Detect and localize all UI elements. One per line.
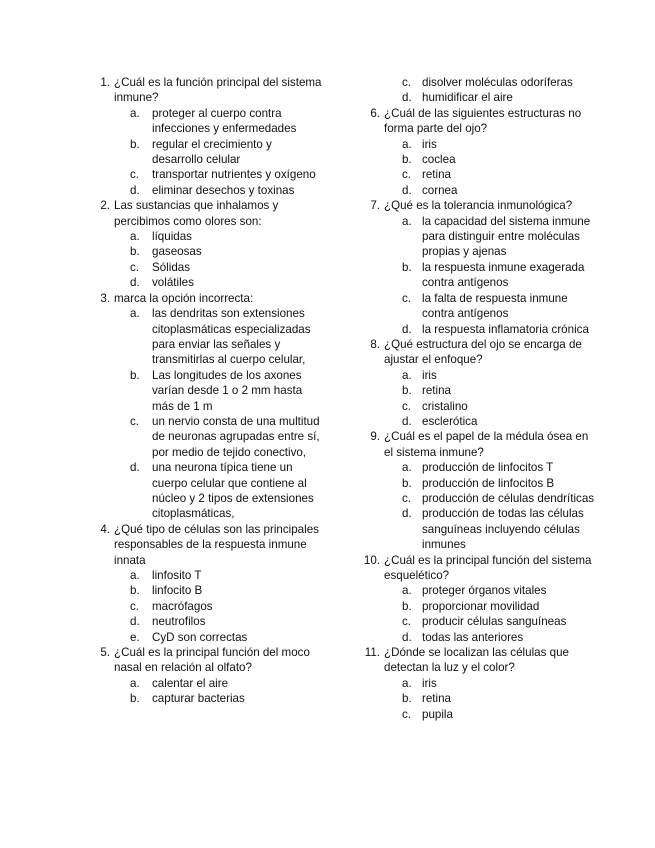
question-number: 1. xyxy=(100,76,110,89)
question-text: ¿Cuál es la principal función del sistema esquelético? xyxy=(384,553,592,582)
question-text: ¿Qué tipo de células son las principales responsables de la respuesta inmune innata xyxy=(114,522,319,567)
question-text: marca la opción incorrecta: xyxy=(114,291,254,305)
option-text: neutrofilos xyxy=(152,615,206,629)
option xyxy=(358,214,598,260)
option-label: b. xyxy=(130,368,140,382)
options-5-part2 xyxy=(358,75,598,106)
option-label: b. xyxy=(402,153,412,167)
option xyxy=(358,383,598,398)
option xyxy=(358,322,598,337)
option xyxy=(358,614,598,629)
option-text: una neurona típica tiene un cuerpo celular que contiene al núcleo y 2 tipos de extensiones citoplasmáticas, xyxy=(152,461,314,521)
option-label: d. xyxy=(402,183,412,197)
question-4 xyxy=(90,522,325,568)
option-label: b. xyxy=(402,384,412,398)
option-text: iris xyxy=(422,676,437,690)
option-label: b. xyxy=(402,476,412,490)
option xyxy=(358,506,598,552)
question-number: 5. xyxy=(100,646,110,660)
option-text: transportar nutrientes y oxígeno xyxy=(152,168,316,182)
option-text: la respuesta inflamatoria crónica xyxy=(422,322,589,336)
option xyxy=(358,583,598,598)
option-text: capturar bacterias xyxy=(152,692,245,706)
options-2 xyxy=(90,229,325,291)
option xyxy=(358,691,598,706)
question-number: 6. xyxy=(370,106,380,120)
option xyxy=(90,568,325,583)
question-number: 9. xyxy=(370,430,380,444)
option-label: b. xyxy=(402,599,412,613)
question-2 xyxy=(90,198,325,229)
option-text: la falta de respuesta inmune contra antígenos xyxy=(422,291,568,321)
option xyxy=(90,106,325,137)
option xyxy=(90,167,325,182)
option-label: c. xyxy=(402,168,412,182)
question-11 xyxy=(358,645,598,676)
option xyxy=(358,491,598,506)
option-label: a. xyxy=(130,106,140,120)
question-10 xyxy=(358,553,598,584)
option xyxy=(90,260,325,275)
option-text: linfosito T xyxy=(152,569,202,582)
question-text: ¿Cuál es la función principal del sistema inmune? xyxy=(114,76,322,105)
option-label: a. xyxy=(402,676,412,690)
question-text: Las sustancias que inhalamos y percibimos como olores son: xyxy=(114,199,279,228)
right-column xyxy=(358,75,598,722)
options-5-part1 xyxy=(90,676,325,707)
option-label: b. xyxy=(130,245,140,259)
option-label: c. xyxy=(402,707,412,721)
option-label: d. xyxy=(402,91,412,105)
option-label: e. xyxy=(130,630,140,644)
option-label: d. xyxy=(402,507,412,521)
question-1 xyxy=(90,75,325,106)
option xyxy=(358,707,598,722)
option xyxy=(358,152,598,167)
option-label: c. xyxy=(402,291,412,305)
option xyxy=(358,460,598,475)
option xyxy=(90,583,325,598)
option-text: calentar el aire xyxy=(152,676,229,690)
option-label: c. xyxy=(130,260,140,274)
option-label: d. xyxy=(130,461,140,475)
option-label: b. xyxy=(402,692,412,706)
option-text: líquidas xyxy=(152,230,192,244)
option xyxy=(90,137,325,168)
option-text: proteger órganos vitales xyxy=(422,584,547,598)
option xyxy=(358,183,598,198)
option-text: retina xyxy=(422,168,452,182)
option-text: gaseosas xyxy=(152,245,202,259)
option xyxy=(90,368,325,414)
option-label: b. xyxy=(130,137,140,151)
option-label: d. xyxy=(402,414,412,428)
question-text: ¿Qué estructura del ojo se encarga de ajustar el enfoque? xyxy=(384,337,582,367)
question-number: 3. xyxy=(100,291,110,305)
options-4 xyxy=(90,568,325,645)
option-text: retina xyxy=(422,384,452,398)
option xyxy=(90,275,325,290)
option xyxy=(358,167,598,182)
option xyxy=(90,244,325,259)
option xyxy=(90,183,325,198)
option-text: regular el crecimiento y desarrollo celular xyxy=(152,137,272,167)
question-9 xyxy=(358,429,598,460)
question-7 xyxy=(358,198,598,213)
question-3 xyxy=(90,291,325,306)
question-number: 10. xyxy=(363,553,380,567)
option xyxy=(358,260,598,291)
option-label: a. xyxy=(402,368,412,382)
question-number: 8. xyxy=(370,337,380,351)
option xyxy=(358,291,598,322)
option-label: a. xyxy=(402,137,412,151)
option-text: producción de células dendríticas xyxy=(422,491,595,505)
option xyxy=(90,691,325,706)
option-text: coclea xyxy=(422,153,456,167)
option xyxy=(90,460,325,522)
options-7 xyxy=(358,214,598,337)
option xyxy=(358,90,598,105)
option-label: b. xyxy=(130,584,140,598)
option-text: proporcionar movilidad xyxy=(422,599,540,613)
option-text: eliminar desechos y toxinas xyxy=(152,183,295,197)
option-text: producción de todas las células sanguíneas incluyendo células inmunes xyxy=(422,507,584,552)
question-5 xyxy=(90,645,325,676)
option-text: la respuesta inmune exagerada contra antígenos xyxy=(422,260,585,290)
question-number: 4. xyxy=(100,522,110,536)
option xyxy=(90,599,325,614)
option xyxy=(358,599,598,614)
option-label: a. xyxy=(130,230,140,244)
option-text: la capacidad del sistema inmune para distinguir entre moléculas propias y ajenas xyxy=(422,214,591,259)
option-text: un nervio consta de una multitud de neuronas agrupadas entre sí, por medio de tejido conectivo, xyxy=(152,414,320,459)
options-1 xyxy=(90,106,325,198)
option xyxy=(358,476,598,491)
option-text: cornea xyxy=(422,183,458,197)
option-label: c. xyxy=(402,399,412,413)
option-label: a. xyxy=(402,584,412,598)
question-text: ¿Cuál es el papel de la médula ósea en el sistema inmune? xyxy=(384,430,589,459)
option-label: c. xyxy=(130,168,140,182)
option-label: d. xyxy=(402,322,412,336)
option-text: cristalino xyxy=(422,399,468,413)
option-text: linfocito B xyxy=(152,584,203,598)
option-label: c. xyxy=(130,414,140,428)
option-text: iris xyxy=(422,137,437,151)
option-text: producción de linfocitos B xyxy=(422,476,555,490)
option-label: d. xyxy=(130,183,140,197)
question-text: ¿Qué es la tolerancia inmunológica? xyxy=(384,199,573,213)
options-3 xyxy=(90,306,325,522)
option-text: CyD son correctas xyxy=(152,630,248,644)
question-text: ¿Cuál es la principal función del moco nasal en relación al olfato? xyxy=(114,646,310,675)
option-label: d. xyxy=(402,630,412,644)
question-8 xyxy=(358,337,598,368)
option-text: humidificar el aire xyxy=(422,91,513,105)
option-label: b. xyxy=(130,692,140,706)
option-text: producción de linfocitos T xyxy=(422,461,554,475)
option-text: pupila xyxy=(422,707,453,721)
option-text: todas las anteriores xyxy=(422,630,524,644)
question-number: 11. xyxy=(364,646,380,660)
option xyxy=(90,614,325,629)
options-9 xyxy=(358,460,598,552)
option xyxy=(358,414,598,429)
option xyxy=(90,676,325,691)
options-6 xyxy=(358,137,598,199)
option-text: disolver moléculas odoríferas xyxy=(422,76,573,89)
options-10 xyxy=(358,583,598,645)
question-6 xyxy=(358,106,598,137)
option xyxy=(358,368,598,383)
option xyxy=(358,676,598,691)
option-label: a. xyxy=(130,569,140,582)
option-label: a. xyxy=(402,214,412,228)
option-label: b. xyxy=(402,260,412,274)
option xyxy=(358,75,598,90)
question-text: ¿Cuál de las siguientes estructuras no forma parte del ojo? xyxy=(384,106,582,136)
option-text: macrófagos xyxy=(152,599,213,613)
option-label: c. xyxy=(130,599,140,613)
option-label: a. xyxy=(402,461,412,475)
option-label: d. xyxy=(130,276,140,290)
option-label: a. xyxy=(130,307,140,321)
question-number: 7. xyxy=(370,199,380,213)
option-label: c. xyxy=(402,615,412,629)
option-text: retina xyxy=(422,692,452,706)
option-label: c. xyxy=(402,491,412,505)
option-label: d. xyxy=(130,615,140,629)
left-column xyxy=(90,75,325,707)
options-11 xyxy=(358,676,598,722)
option xyxy=(90,414,325,460)
option-text: las dendritas son extensiones citoplasmáticas especializadas para enviar las señales y transmitirlas al cuerpo celular, xyxy=(152,307,311,367)
option xyxy=(90,306,325,368)
option xyxy=(358,630,598,645)
option-text: volátiles xyxy=(152,276,194,290)
option-text: Sólidas xyxy=(152,260,191,274)
option xyxy=(90,630,325,645)
option xyxy=(90,229,325,244)
option-label: c. xyxy=(402,76,412,89)
option-label: a. xyxy=(130,676,140,690)
option-text: iris xyxy=(422,368,437,382)
option-text: Las longitudes de los axones varían desde 1 o 2 mm hasta más de 1 m xyxy=(152,368,303,413)
option-text: proteger al cuerpo contra infecciones y enfermedades xyxy=(152,106,297,136)
option xyxy=(358,399,598,414)
options-8 xyxy=(358,368,598,430)
option-text: esclerótica xyxy=(422,414,478,428)
option-text: producir células sanguíneas xyxy=(422,615,567,629)
question-text: ¿Dónde se localizan las células que detectan la luz y el color? xyxy=(384,646,569,675)
option xyxy=(358,137,598,152)
question-number: 2. xyxy=(100,199,110,213)
